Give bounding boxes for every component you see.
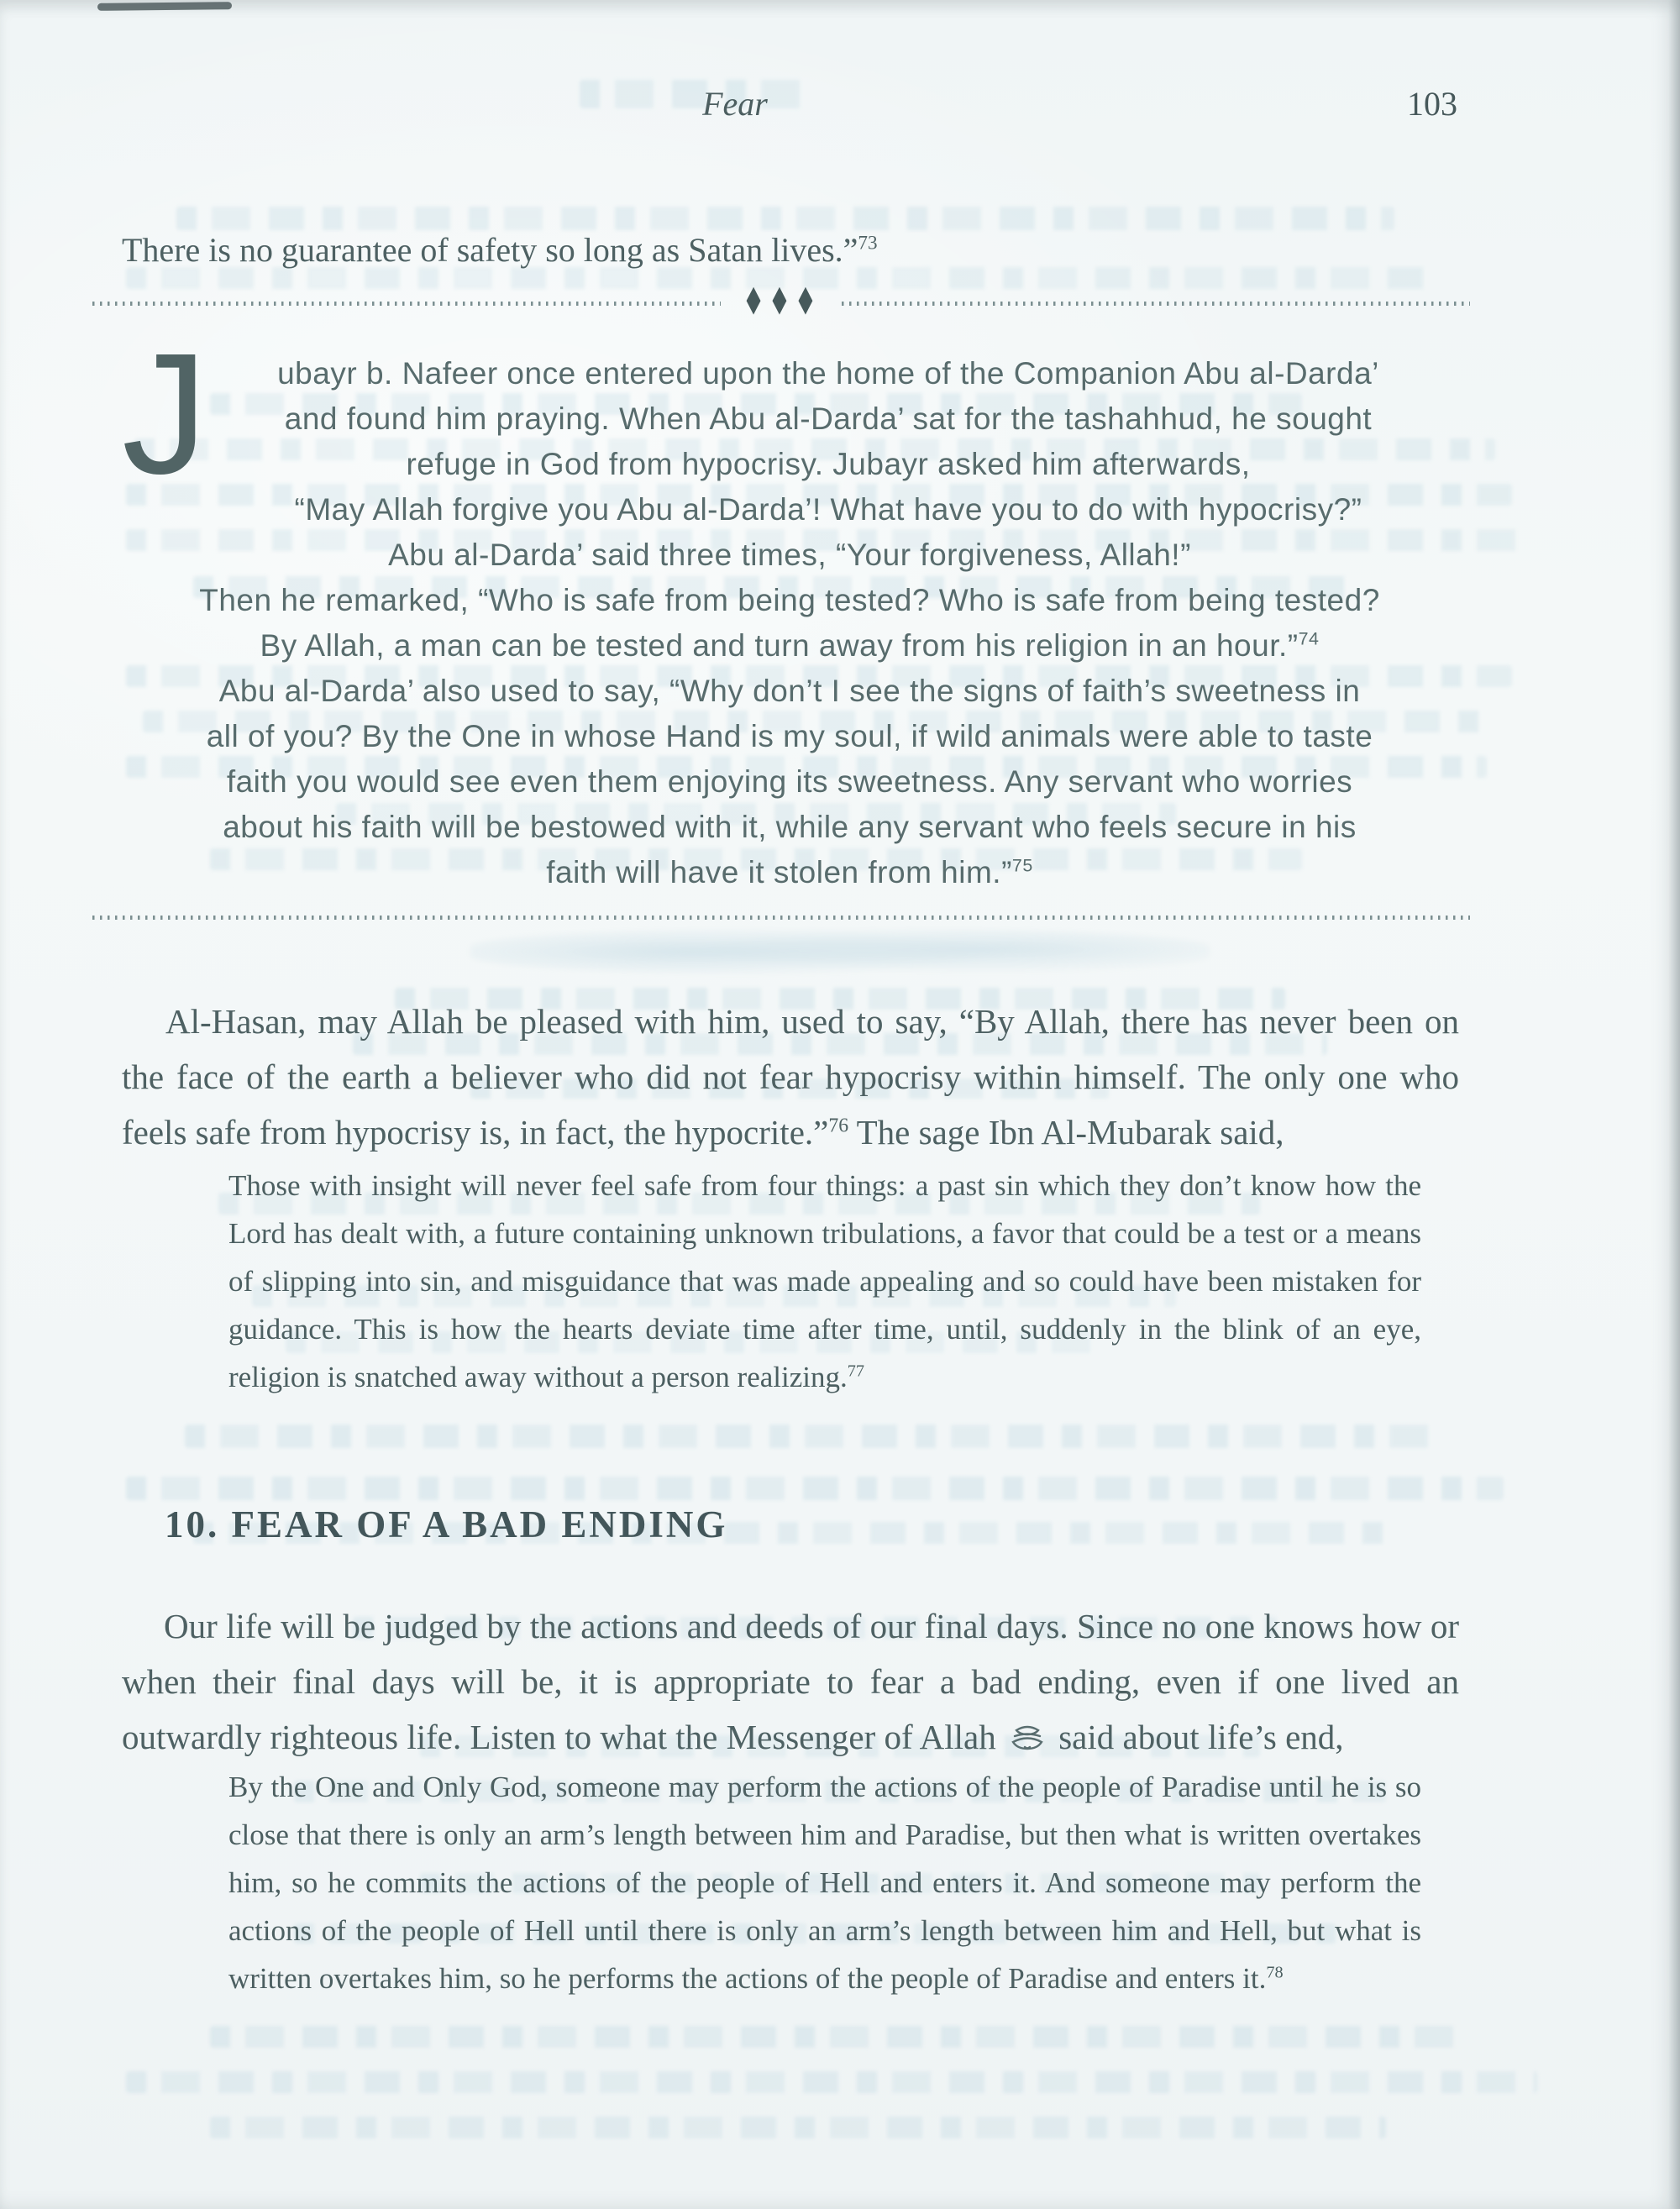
footnote-ref-73: 73 [858, 232, 878, 254]
hadith-line: about his faith will be bestowed with it, while any servant who feels secure in his [223, 810, 1357, 844]
bleed-through-ghost [210, 2117, 1386, 2138]
bleed-through-ghost [126, 2071, 1537, 2093]
hadith-line: Abu al-Darda’ also used to say, “Why don’t I see the signs of faith’s sweetness in [218, 674, 1361, 708]
running-title: Fear [702, 85, 768, 123]
intro-sentence [122, 228, 1457, 272]
scan-smudge [97, 2, 232, 11]
hadith-line: By Allah, a man can be tested and turn away from his religion in an hour.”$^{74}$ [260, 628, 1320, 663]
blockquote-arms-length: By the One and Only God, someone may perform the actions of the people of Paradise until he is so close that there is only an arm’s length between him and Paradise, but then what is written overtakes him, so he commits the actions of the people of Hell and enters it. And someone may perform the actions of the people of Hell until there is only an arm’s length between him and Hell, but what is written overtakes him, so he performs the actions of the people of Paradise and enters it.$^{78}$ [228, 1771, 1421, 1995]
blockquote-four-things: Those with insight will never feel safe from four things: a past sin which they don’t know how the Lord has dealt with, a future containing unknown tribulations, a favor that could be a test or a means of slipping into sin, and misguidance that was made appealing and so could have been mistaken for guidance. This is how the hearts deviate time after time, until, suddenly in the blink of an eye, religion is snatched away without a person realizing.$^{77}$ [228, 1169, 1421, 1393]
dotted-rule [92, 302, 721, 306]
section-heading: 10. FEAR OF A BAD ENDING [165, 1503, 728, 1546]
section-divider-top: ♦♦♦ [92, 301, 1470, 306]
dotted-rule [92, 916, 1470, 920]
hadith-line: and found him praying. When Abu al-Darda’ sat for the tashahhud, he sought [284, 401, 1373, 436]
bleed-through-ghost [126, 1477, 1504, 1500]
hadith-line: refuge in God from hypocrisy. Jubayr asked him afterwards, [406, 447, 1251, 481]
intro-text: There is no guarantee of safety so long as Satan lives.” [122, 231, 858, 269]
bleed-through-ghost [176, 207, 1394, 230]
hadith-line: Then he remarked, “Who is safe from being tested? Who is safe from being tested? [199, 583, 1380, 617]
bleed-through-calligraphy-ghost [470, 929, 1210, 974]
footnote-ref-76: 76 [828, 1115, 849, 1137]
footnote-ref-75: 75 [1011, 855, 1033, 876]
footnote-ref-74: 74 [1298, 628, 1320, 649]
footnote-ref-77: 77 [847, 1362, 865, 1381]
prophet-honorific-seal-icon [1008, 1722, 1047, 1755]
drop-cap: J [122, 317, 208, 510]
dotted-rule [842, 302, 1470, 306]
hadith-block [122, 317, 1457, 895]
hadith-line: faith will have it stolen from him.”$^{75}$ [546, 855, 1033, 889]
bleed-through-ghost [185, 1425, 1445, 1448]
page-number: 103 [1407, 85, 1457, 123]
hadith-line: all of you? By the One in whose Hand is my soul, if wild animals were able to taste [206, 719, 1373, 753]
scan-edge-shadow [1668, 0, 1680, 2209]
paragraph-our-life: Our life will be judged by the actions and deeds of our final days. Since no one knows how or when their final days will be, it is appropriate to fear a bad ending, even if one lived an outwardly righteous life. Listen to what the Messenger of Allah said about life’s end, [122, 1607, 1459, 1756]
hadith-line: ubayr b. Nafeer once entered upon the home of the Companion Abu al-Darda’ [277, 356, 1379, 391]
footnote-ref-78: 78 [1266, 1963, 1284, 1982]
running-header [122, 84, 1457, 126]
hadith-line: “May Allah forgive you Abu al-Darda’! What have you to do with hypocrisy?” [294, 492, 1362, 527]
bleed-through-ghost [210, 2026, 1470, 2048]
hadith-line: faith you would see even them enjoying its sweetness. Any servant who worries [226, 764, 1353, 799]
hadith-line: Abu al-Darda’ said three times, “Your forgiveness, Allah!” [388, 538, 1191, 572]
section-divider-bottom [92, 915, 1470, 920]
paragraph-al-hasan: Al-Hasan, may Allah be pleased with him, used to say, “By Allah, there has never been on the face of the earth a believer who did not fear hypocrisy within himself. The only one who feels safe from hypocrisy is, in fact, the hypocrite.”$^{76}$ The sage Ibn Al-Mubarak said, [122, 1002, 1459, 1152]
